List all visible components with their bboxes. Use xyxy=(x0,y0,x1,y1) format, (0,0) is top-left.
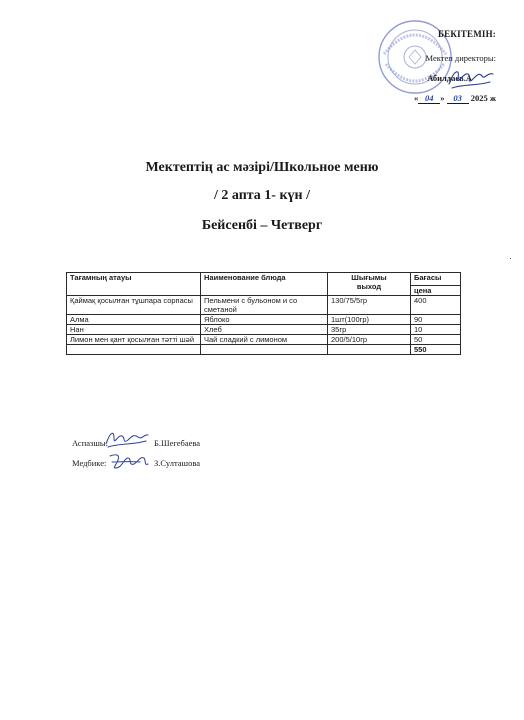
nurse-signature-line xyxy=(72,458,201,468)
table-row xyxy=(67,325,461,335)
dish-price: 90 xyxy=(411,315,461,325)
dish-name-ru: Чай сладкий с лимоном xyxy=(201,335,328,345)
total-price: 550 xyxy=(411,345,461,355)
header-price-kz: Бағасы xyxy=(411,273,461,286)
approval-date xyxy=(414,94,496,104)
date-open-quote: « xyxy=(413,93,419,103)
nurse-name: З.Султашова xyxy=(154,458,201,468)
dish-yield: 130/75/5гр xyxy=(328,296,411,315)
dish-name-kz: Нан xyxy=(67,325,201,335)
nurse-label: Медбике: xyxy=(72,458,107,468)
speck xyxy=(510,258,511,259)
dish-yield: 1шт(100гр) xyxy=(328,315,411,325)
header-price-ru: цена xyxy=(411,286,461,296)
approval-title: БЕКІТЕМІН: xyxy=(438,29,496,39)
total-empty-cell xyxy=(328,345,411,355)
table-row xyxy=(67,296,461,315)
nurse-signature-icon xyxy=(106,450,150,472)
dish-name-ru: Пельмени с бульоном и со сметаной xyxy=(201,296,328,315)
dish-price: 10 xyxy=(411,325,461,335)
menu-title: Мектептің ас мәзірі/Школьное меню xyxy=(145,160,379,175)
director-name: Абилдаев.А xyxy=(427,73,472,83)
dish-name-ru: Яблоко xyxy=(201,315,328,325)
dish-name-kz: Алма xyxy=(67,315,201,325)
date-month: 03 xyxy=(447,94,469,104)
cook-name: Б.Шегебаева xyxy=(154,438,201,448)
dish-name-ru: Хлеб xyxy=(201,325,328,335)
menu-weekday-name: Бейсенбі – Четверг xyxy=(201,218,323,233)
table-row xyxy=(67,315,461,325)
cook-signature-line xyxy=(72,438,201,448)
dish-name-kz: Лимон мен қант қосылған тәтті шәй xyxy=(67,335,201,345)
director-position: Мектеп директоры: xyxy=(425,53,496,63)
table-header-row xyxy=(67,273,461,286)
approval-block xyxy=(413,29,496,103)
cook-signature-icon xyxy=(104,428,150,450)
total-empty-cell xyxy=(67,345,201,355)
dish-price: 50 xyxy=(411,335,461,345)
header-yield-kz: Шығымы xyxy=(351,273,387,282)
dish-price: 400 xyxy=(411,296,461,315)
total-empty-cell xyxy=(201,345,328,355)
dish-yield: 35гр xyxy=(328,325,411,335)
dish-name-kz: Қаймақ қосылған тұшпара сорпасы xyxy=(67,296,201,315)
menu-week-day: / 2 апта 1- күн / xyxy=(213,188,310,203)
date-close-quote: » xyxy=(440,93,445,103)
header-name-kz: Тағамның атауы xyxy=(67,273,201,296)
director-signature-icon xyxy=(446,64,496,92)
dish-yield: 200/5/10гр xyxy=(328,335,411,345)
header-name-ru: Наименование блюда xyxy=(201,273,328,296)
menu-table xyxy=(66,272,461,355)
date-year: 2025 ж xyxy=(470,93,496,103)
table-row xyxy=(67,335,461,345)
header-yield-ru: выход xyxy=(356,282,382,291)
date-day: 04 xyxy=(418,94,440,104)
total-row xyxy=(67,345,461,355)
cook-label: Аспазшы: xyxy=(72,438,108,448)
header-yield xyxy=(328,273,411,296)
